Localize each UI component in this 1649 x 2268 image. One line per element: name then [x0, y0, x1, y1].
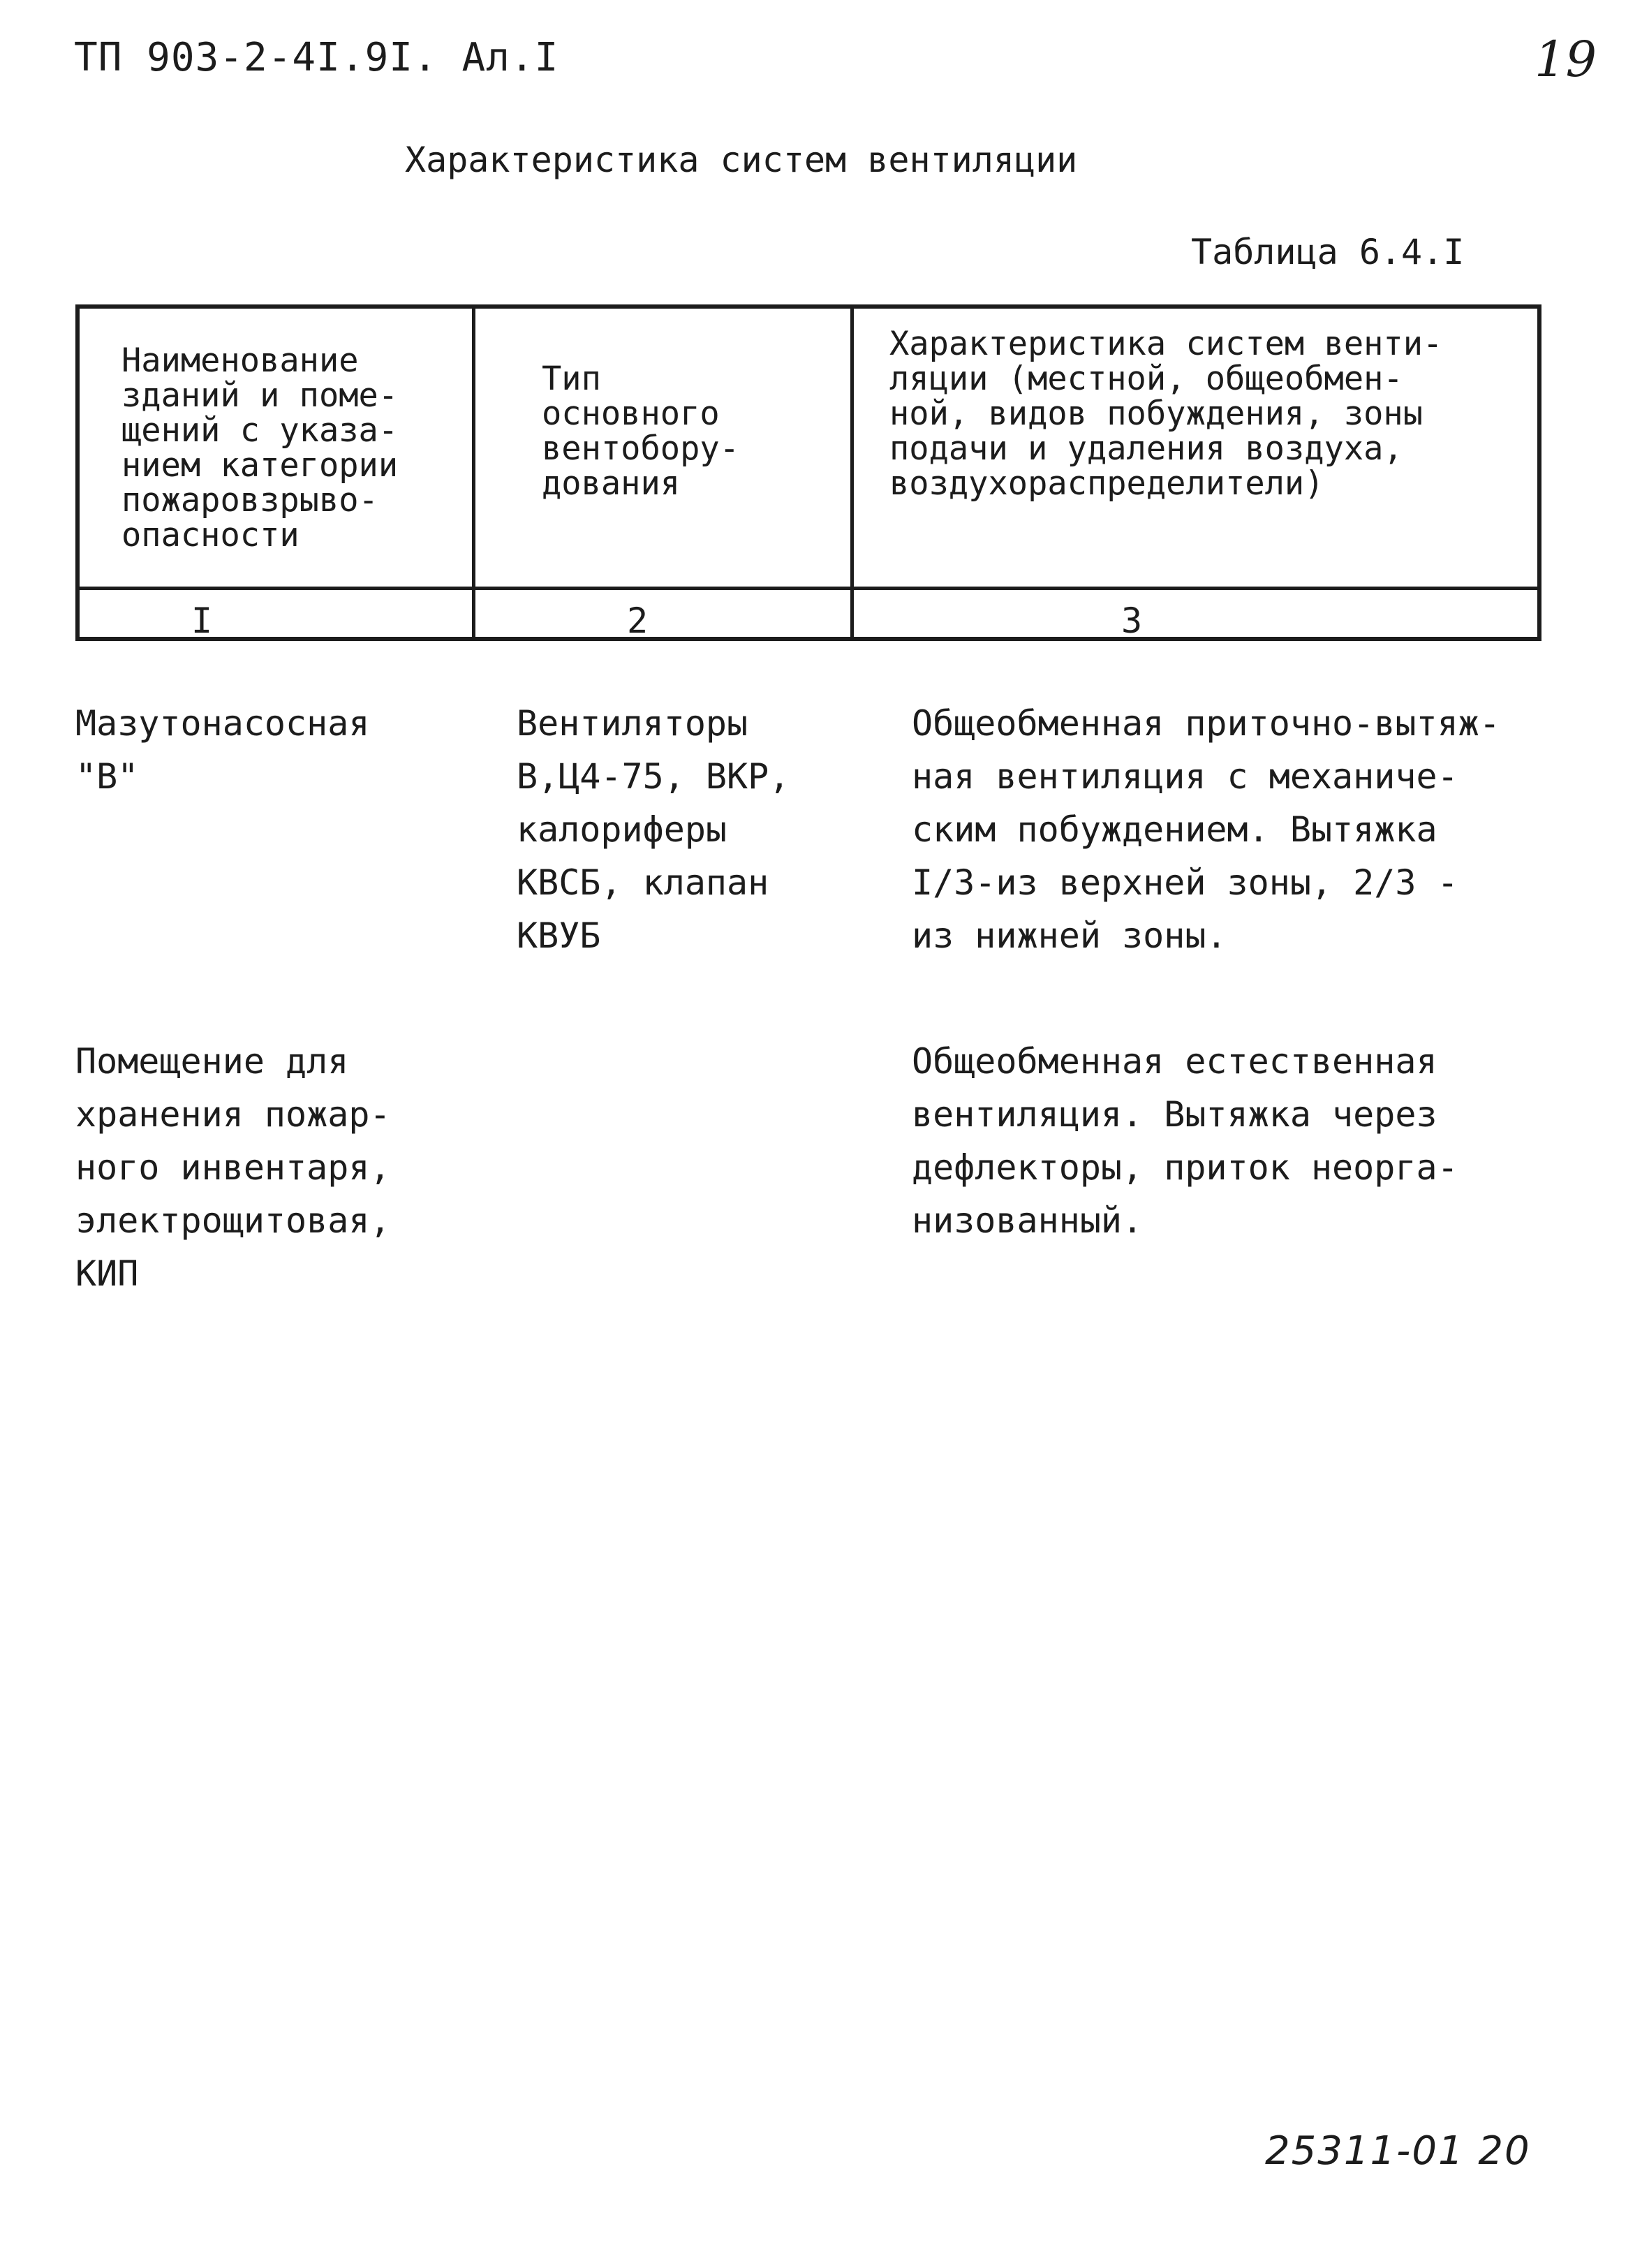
- row-2-name: Помещение для хранения пожар- ного инвентаря, электрощитовая, КИП: [75, 1041, 391, 1294]
- column-number-1: I: [191, 601, 213, 641]
- column-header-equipment: Тип основного вентобору- дования: [542, 360, 739, 503]
- column-header-name: Наименование зданий и поме- щений с указа- нием категории пожаровзрыво- опасности: [121, 341, 399, 554]
- table-header: [75, 304, 1541, 641]
- page-title: Характеристика систем вентиляции: [405, 140, 1078, 180]
- table-label: Таблица 6.4.I: [1191, 232, 1465, 272]
- row-1-characteristic: Общеобменная приточно-вытяж- ная вентиляция с механиче- ским побуждением. Вытяжка I/3-из верхней зоны, 2/3 - из нижней зоны.: [912, 703, 1500, 956]
- row-2-characteristic: Общеобменная естественная вентиляция. Вытяжка через дефлекторы, приток неорга- низованный.: [912, 1041, 1458, 1241]
- page-number: 19: [1535, 31, 1597, 88]
- document-code: ТП 903-2-4I.9I. Ал.I: [74, 35, 559, 80]
- column-number-2: 2: [627, 601, 649, 641]
- column-header-characteristic: Характеристика систем венти- ляции (местной, общеобмен- ной, видов побуждения, зоны подачи и удаления воздуха, воздухораспределители): [889, 325, 1443, 503]
- column-number-3: 3: [1121, 601, 1143, 641]
- row-1-equipment: Вентиляторы В,Ц4-75, ВКР, калориферы КВСБ, клапан КВУБ: [517, 703, 790, 956]
- row-1-name: Мазутонасосная "В": [75, 703, 370, 797]
- header-divider: [80, 587, 1537, 590]
- footer-stamp: 25311-01 20: [1265, 2128, 1531, 2174]
